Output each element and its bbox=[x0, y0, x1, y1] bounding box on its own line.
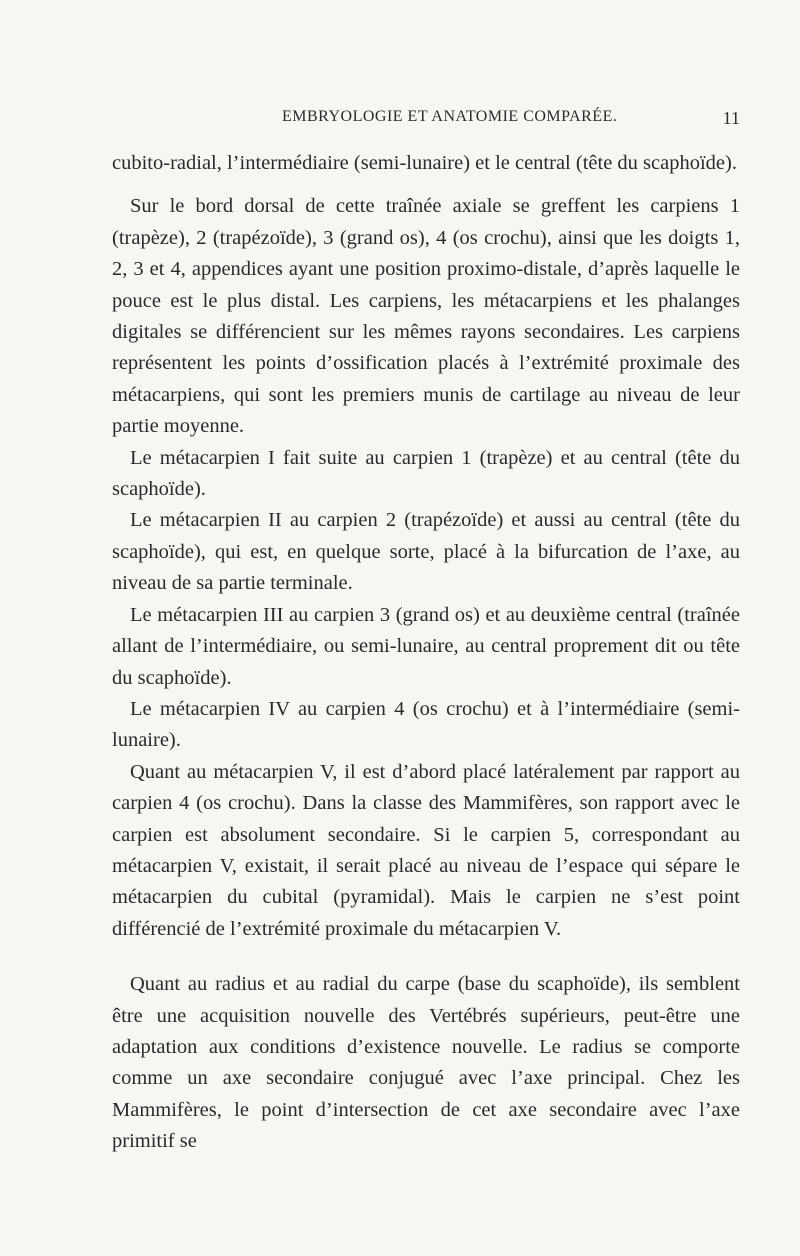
paragraph: Le métacarpien IV au carpien 4 (os crochu) et à l’intermédiaire (semi-lunaire). bbox=[112, 697, 740, 752]
paragraph-continuation: cubito-radial, l’intermédiaire (semi-lunaire) et le central (tête du scaphoïde). bbox=[112, 152, 737, 174]
running-header bbox=[112, 108, 740, 132]
paragraph: Quant au radius et au radial du carpe (base du scaphoïde), ils semblent être une acquisition nouvelle des Vertébrés supérieurs, peut-être une adaptation aux conditions d’existence nouvelle. Le radius se comporte comme un axe secondaire conjugué avec l’axe principal. Chez les Mammifères, le point d’intersection de cet axe secondaire avec l’axe primitif se bbox=[112, 973, 740, 1153]
paragraph: Le métacarpien I fait suite au carpien 1 (trapèze) et au central (tête du scaphoïde). bbox=[112, 446, 740, 501]
running-title: EMBRYOLOGIE ET ANATOMIE COMPARÉE. bbox=[282, 108, 618, 125]
paragraph: Le métacarpien II au carpien 2 (trapézoïde) et aussi au central (tête du scaphoïde), qui est, en quelque sorte, placé à la bifurcation de l’axe, au niveau de sa partie terminale. bbox=[112, 509, 740, 595]
paragraph: Sur le bord dorsal de cette traînée axiale se greffent les carpiens 1 (trapèze), 2 (trapézoïde), 3 (grand os), 4 (os crochu), ainsi que les doigts 1, 2, 3 et 4, appendices ayant une position proximo-distale, d’après laquelle le pouce est le plus distal. Les carpiens, les métacarpiens et les phalanges digitales se différencient sur les mêmes rayons secondaires. Les carpiens représentent les points d’ossification placés à l’extrémité proximale des métacarpiens, qui sont les premiers munis de cartilage au niveau de leur partie moyenne. bbox=[112, 195, 740, 438]
paragraph: Quant au métacarpien V, il est d’abord placé latéralement par rapport au carpien 4 (os crochu). Dans la classe des Mammifères, son rapport avec le carpien est absolument secondaire. Si le carpien 5, correspondant au métacarpien V, existait, il serait placé au niveau de l’espace qui sépare le métacarpien du cubital (pyramidal). Mais le carpien ne s’est point différencié de l’extrémité proximale du métacarpien V. bbox=[112, 760, 740, 940]
body-text bbox=[112, 148, 740, 1158]
paragraph: Le métacarpien III au carpien 3 (grand os) et au deuxième central (traînée allant de l’intermédiaire, ou semi-lunaire, au central proprement dit ou tête du scaphoïde). bbox=[112, 603, 740, 689]
page-number: 11 bbox=[722, 108, 740, 128]
